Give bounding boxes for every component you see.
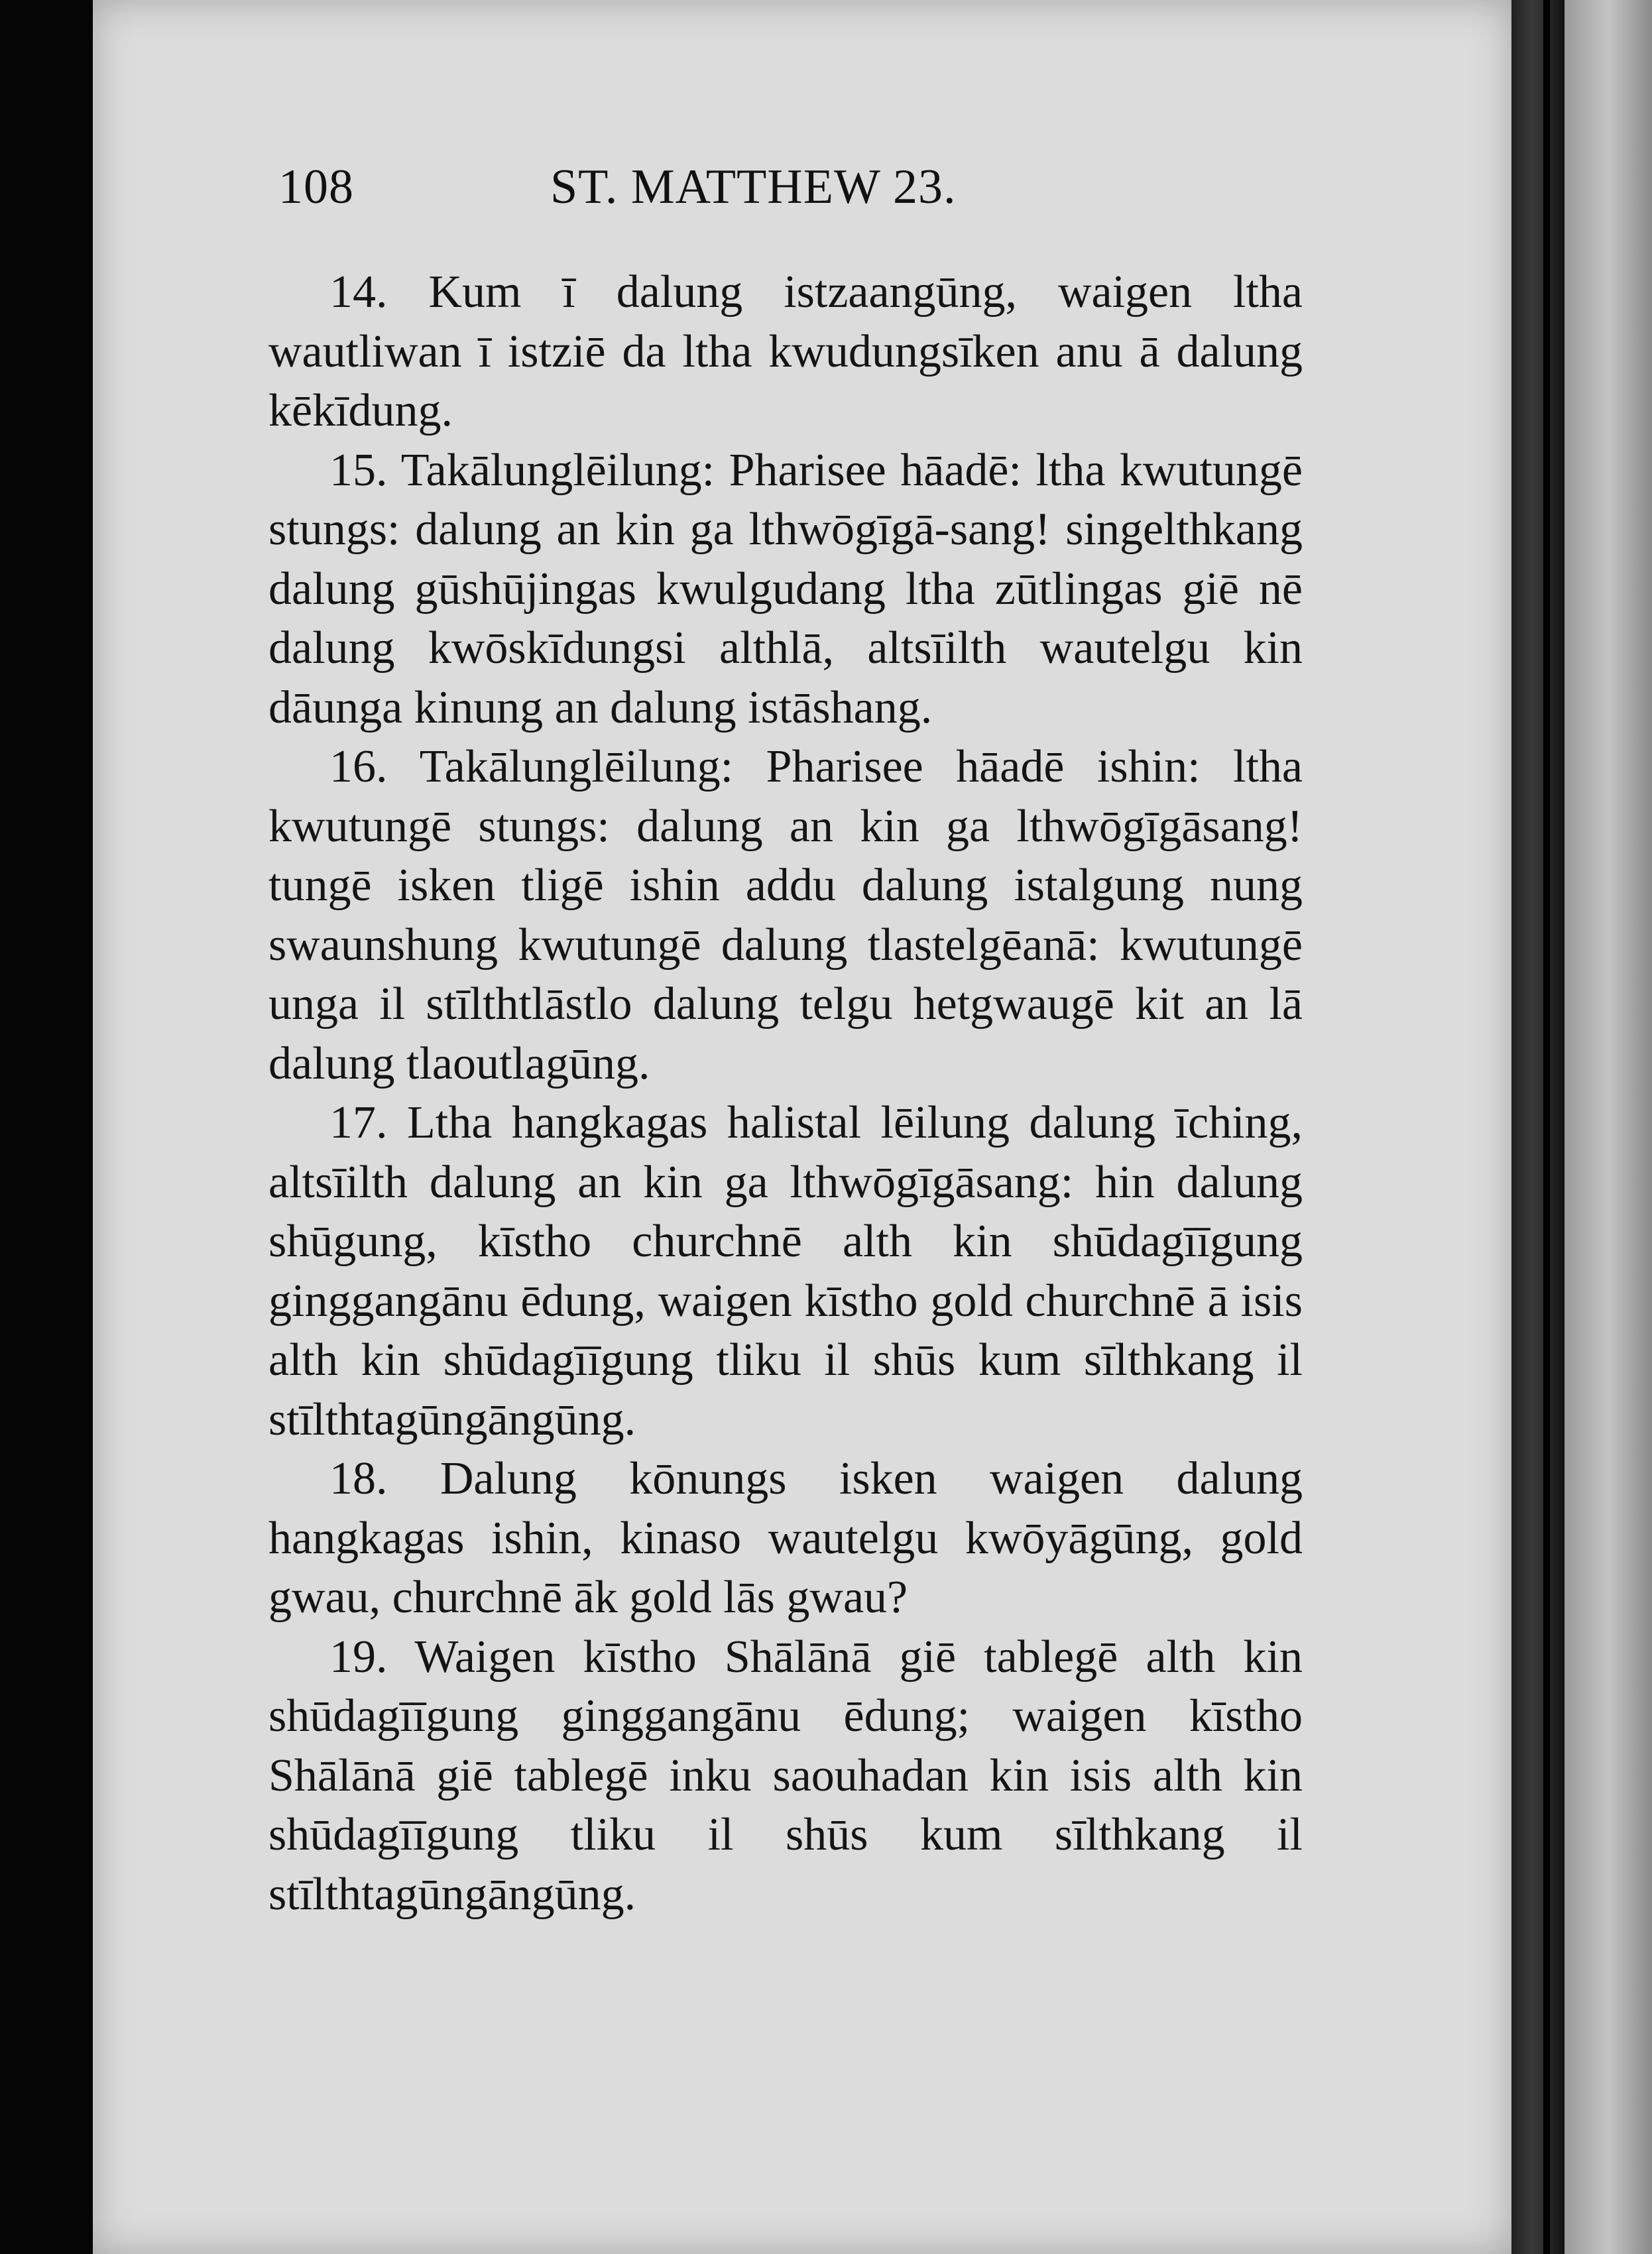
running-head [278,159,1313,232]
verse-18 [268,1449,1303,1628]
page-gutter-shadow [1511,0,1564,2254]
verse-number: 19. [329,1631,388,1683]
verse-text: Waigen kīstho Shālānā giē tablegē alth kin shūdagīīgung ginggangānu ēdung; waigen kīstho Shālānā giē tablegē inku saouhadan kin isis alth kin shūdagīīgung tliku il shūs kum sīlthkang il stīlthtagūngāngūng. [268,1631,1303,1920]
verse-number: 15. [329,444,388,496]
verse-14 [268,263,1303,441]
verse-number: 16. [329,741,388,792]
verse-number: 17. [329,1097,388,1148]
verse-text: Kum ī dalung istzaangūng, waigen ltha wautliwan ī istziē da ltha kwudungsīken anu ā dalung kēkīdung. [268,267,1303,436]
verse-text: Takālunglēilung: Pharisee hāadē ishin: ltha kwutungē stungs: dalung an kin ga lthwōgīgāsang! tungē isken tligē ishin addu dalung istalgung nung swaunshung kwutungē dalung tlastelgēanā: kwutungē unga il stīlthtlāstlo dalung telgu hetgwaugē kit an lā dalung tlaoutlagūng. [268,741,1303,1089]
facing-page-edge [1564,0,1652,2254]
verse-17 [268,1093,1303,1449]
verse-15 [268,441,1303,738]
verse-text: Takālunglēilung: Pharisee hāadē: ltha kwutungē stungs: dalung an kin ga lthwōgīgā-sang! singelthkang dalung gūshūjingas kwulgudang ltha zūtlingas giē nē dalung kwōskīdungsi althlā, altsīilth wautelgu kin dāunga kinung an dalung istāshang. [268,444,1303,733]
verse-number: 14. [329,267,388,318]
verse-text: Ltha hangkagas halistal lēilung dalung īching, altsīilth dalung an kin ga lthwōgīgāsang: hin dalung shūgung, kīstho churchnē alth kin shūdagīīgung ginggangānu ēdung, waigen kīstho gold churchnē ā isis alth kin shūdagīīgung tliku il shūs kum sīlthkang il stīlthtagūngāngūng. [268,1097,1303,1445]
verse-16 [268,737,1303,1093]
page-number: 108 [278,160,354,214]
running-title: ST. MATTHEW 23. [550,160,957,214]
verse-19 [268,1628,1303,1925]
verse-number: 18. [329,1453,388,1504]
page-edge-line [1543,0,1550,2254]
scripture-text [268,263,1303,1924]
verse-text: Dalung kōnungs isken waigen dalung hangkagas ishin, kinaso wautelgu kwōyāgūng, gold gwau, churchnē āk gold lās gwau? [268,1453,1303,1623]
